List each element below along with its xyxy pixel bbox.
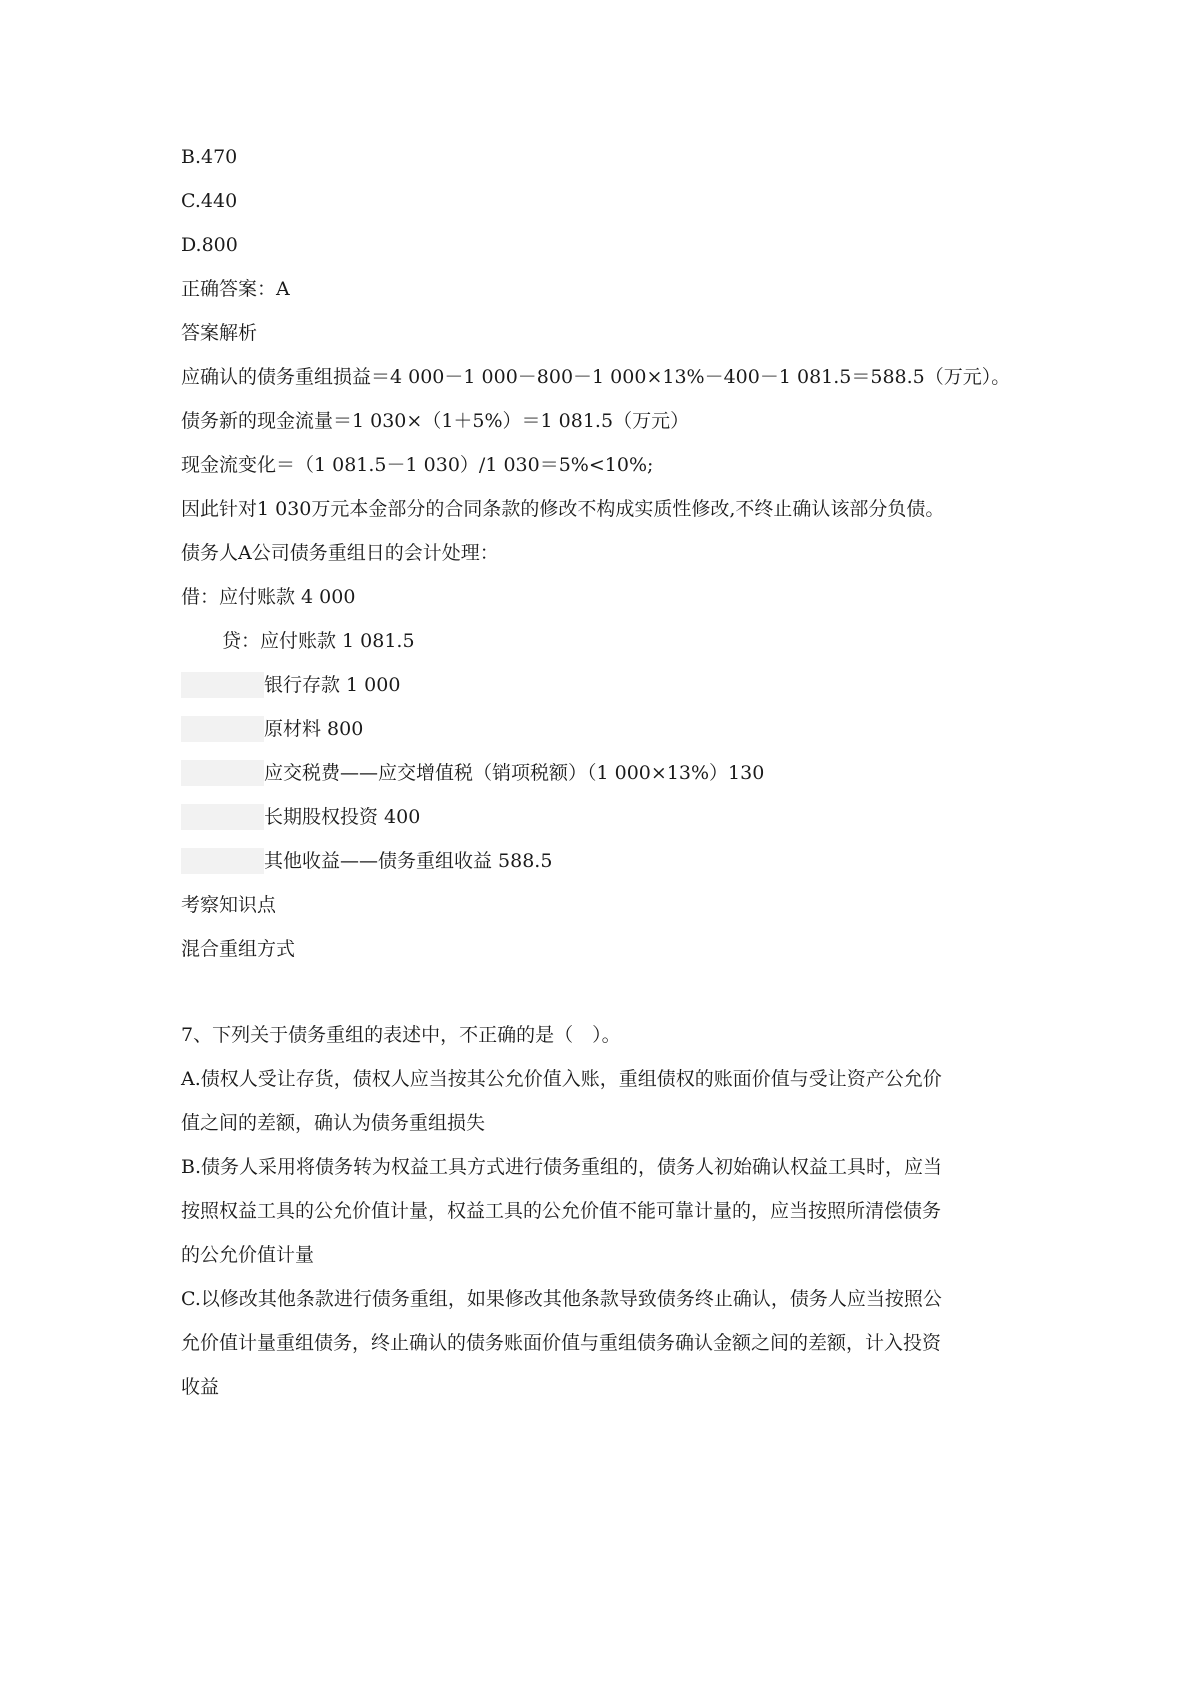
option-d-prev: D.800 [181,234,238,256]
option-b-prev: B.470 [181,146,238,168]
journal-credit-first: 贷：应付账款 1 081.5 [222,630,415,652]
question-7-option-b-line: B.债务人采用将债务转为权益工具方式进行债务重组的，债务人初始确认权益工具时，应当 [181,1156,943,1178]
option-c-prev: C.440 [181,190,238,212]
journal-credit-line: 应交税费——应交增值税（销项税额）（1 000×13%）130 [264,762,765,784]
journal-credit-line: 银行存款 1 000 [264,674,401,696]
indent-shade [181,672,264,698]
question-7-stem: 7、下列关于债务重组的表述中，不正确的是（ ）。 [181,1024,621,1046]
question-7-option-b-line: 按照权益工具的公允价值计量，权益工具的公允价值不能可靠计量的，应当按照所清偿债务 [181,1200,942,1222]
correct-answer: 正确答案：A [181,278,290,300]
indent-shade [181,804,264,830]
question-7-option-c-line: 允价值计量重组债务，终止确认的债务账面价值与重组债务确认金额之间的差额，计入投资 [181,1332,942,1354]
question-7-option-b-line: 的公允价值计量 [181,1244,315,1266]
journal-credit-line: 长期股权投资 400 [264,806,421,828]
analysis-line-5: 债务人A公司债务重组日的会计处理： [181,542,499,564]
question-7-option-c-line: 收益 [181,1376,220,1398]
knowledge-point: 混合重组方式 [181,938,296,960]
analysis-line-3: 现金流变化＝（1 081.5－1 030）/1 030＝5%<10%; [181,454,654,476]
analysis-line-1: 应确认的债务重组损益＝4 000－1 000－800－1 000×13%－400－1 081.5＝588.5（万元）。 [181,366,1011,388]
journal-debit: 借：应付账款 4 000 [181,586,356,608]
indent-shade [181,716,264,742]
question-7-option-c-line: C.以修改其他条款进行债务重组，如果修改其他条款导致债务终止确认，债务人应当按照公 [181,1288,942,1310]
question-7-option-a-line: 值之间的差额，确认为债务重组损失 [181,1112,486,1134]
analysis-line-4: 因此针对1 030万元本金部分的合同条款的修改不构成实质性修改,不终止确认该部分负债。 [181,498,945,520]
journal-credit-line: 其他收益——债务重组收益 588.5 [264,850,553,872]
analysis-line-2: 债务新的现金流量＝1 030×（1＋5%）＝1 081.5（万元） [181,410,690,432]
analysis-heading: 答案解析 [181,322,258,344]
journal-credit-line: 原材料 800 [264,718,364,740]
indent-shade [181,760,264,786]
question-7-option-a-line: A.债权人受让存货，债权人应当按其公允价值入账，重组债权的账面价值与受让资产公允价 [181,1068,942,1090]
knowledge-heading: 考察知识点 [181,894,277,916]
indent-shade [181,848,264,874]
